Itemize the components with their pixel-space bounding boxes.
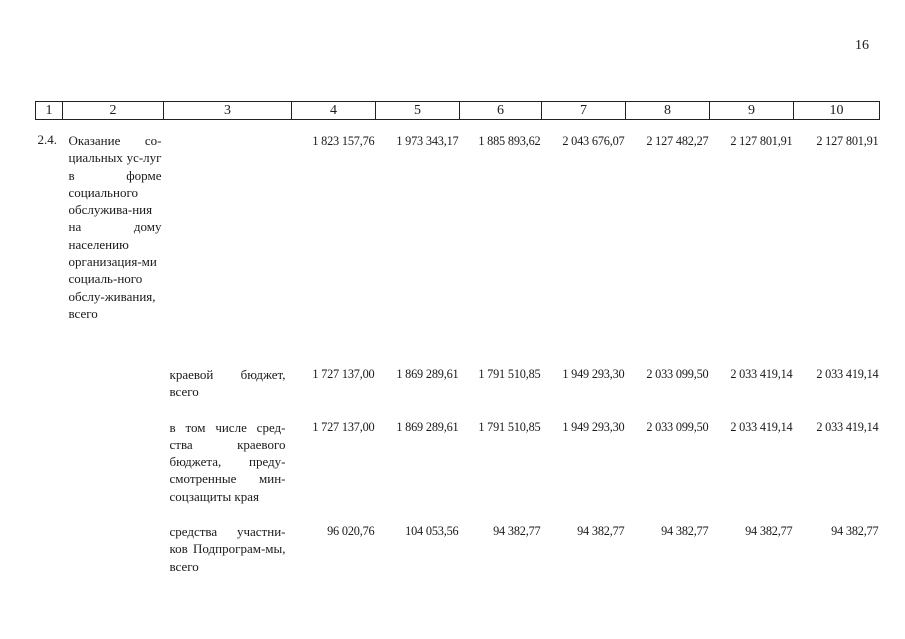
value-cell: 1 949 293,30 — [562, 419, 625, 434]
table-row — [36, 120, 880, 349]
value-cell: 1 791 510,85 — [478, 419, 541, 434]
value-cell: 2 127 801,91 — [816, 134, 879, 148]
budget-table — [35, 101, 880, 575]
funding-source: краевой бюджет, всего — [169, 367, 286, 400]
value-cell: 2 127 801,91 — [730, 134, 793, 148]
value-cell: 1 869 289,61 — [396, 367, 459, 381]
column-header: 5 — [376, 102, 460, 120]
value-cell: 94 382,77 — [493, 524, 541, 539]
value-cell: 2 033 419,14 — [730, 367, 793, 381]
funding-source: в том числе сред-ства краевого бюджета, преду-смотренные мин-соцзащиты края — [169, 419, 286, 504]
value-cell: 2 033 419,14 — [816, 367, 879, 381]
column-header: 2 — [63, 102, 164, 120]
value-cell: 1 885 893,62 — [478, 134, 541, 148]
value-cell: 94 382,77 — [661, 524, 709, 539]
page-number: 16 — [855, 38, 869, 53]
value-cell: 1 727 137,00 — [312, 419, 375, 434]
value-cell: 1 869 289,61 — [396, 419, 459, 434]
column-header: 6 — [460, 102, 542, 120]
item-name: Оказание со-циальных ус-луг в форме социального обслужива-ния на дому населению организация-ми социаль-ного обслу-живания, всего — [68, 133, 162, 321]
value-cell: 2 033 099,50 — [646, 419, 709, 434]
value-cell: 1 823 157,76 — [312, 134, 375, 148]
value-cell: 2 033 419,14 — [730, 419, 793, 434]
value-cell: 2 043 676,07 — [562, 134, 625, 148]
value-cell: 104 053,56 — [405, 524, 459, 539]
value-cell: 94 382,77 — [831, 524, 879, 539]
column-header: 10 — [794, 102, 880, 120]
value-cell: 1 973 343,17 — [396, 134, 459, 148]
table-row — [36, 401, 880, 505]
column-header: 8 — [626, 102, 710, 120]
value-cell: 2 127 482,27 — [646, 134, 709, 148]
value-cell: 96 020,76 — [327, 524, 375, 539]
column-header: 1 — [36, 102, 63, 120]
source-cell-empty — [164, 120, 292, 349]
column-header: 3 — [164, 102, 292, 120]
value-cell: 1 727 137,00 — [312, 367, 375, 381]
value-cell: 1 949 293,30 — [562, 367, 625, 381]
value-cell: 2 033 419,14 — [816, 419, 879, 434]
value-cell: 2 033 099,50 — [646, 367, 709, 381]
table-header-row — [36, 102, 880, 120]
column-header: 7 — [542, 102, 626, 120]
value-cell: 94 382,77 — [745, 524, 793, 539]
value-cell: 94 382,77 — [577, 524, 625, 539]
column-header: 4 — [292, 102, 376, 120]
value-cell: 1 791 510,85 — [478, 367, 541, 381]
table-row — [36, 505, 880, 575]
funding-source: средства участни-ков Подпрограм-мы, всего — [169, 524, 286, 574]
table-row — [36, 348, 880, 401]
column-header: 9 — [710, 102, 794, 120]
row-number: 2.4. — [37, 132, 57, 147]
